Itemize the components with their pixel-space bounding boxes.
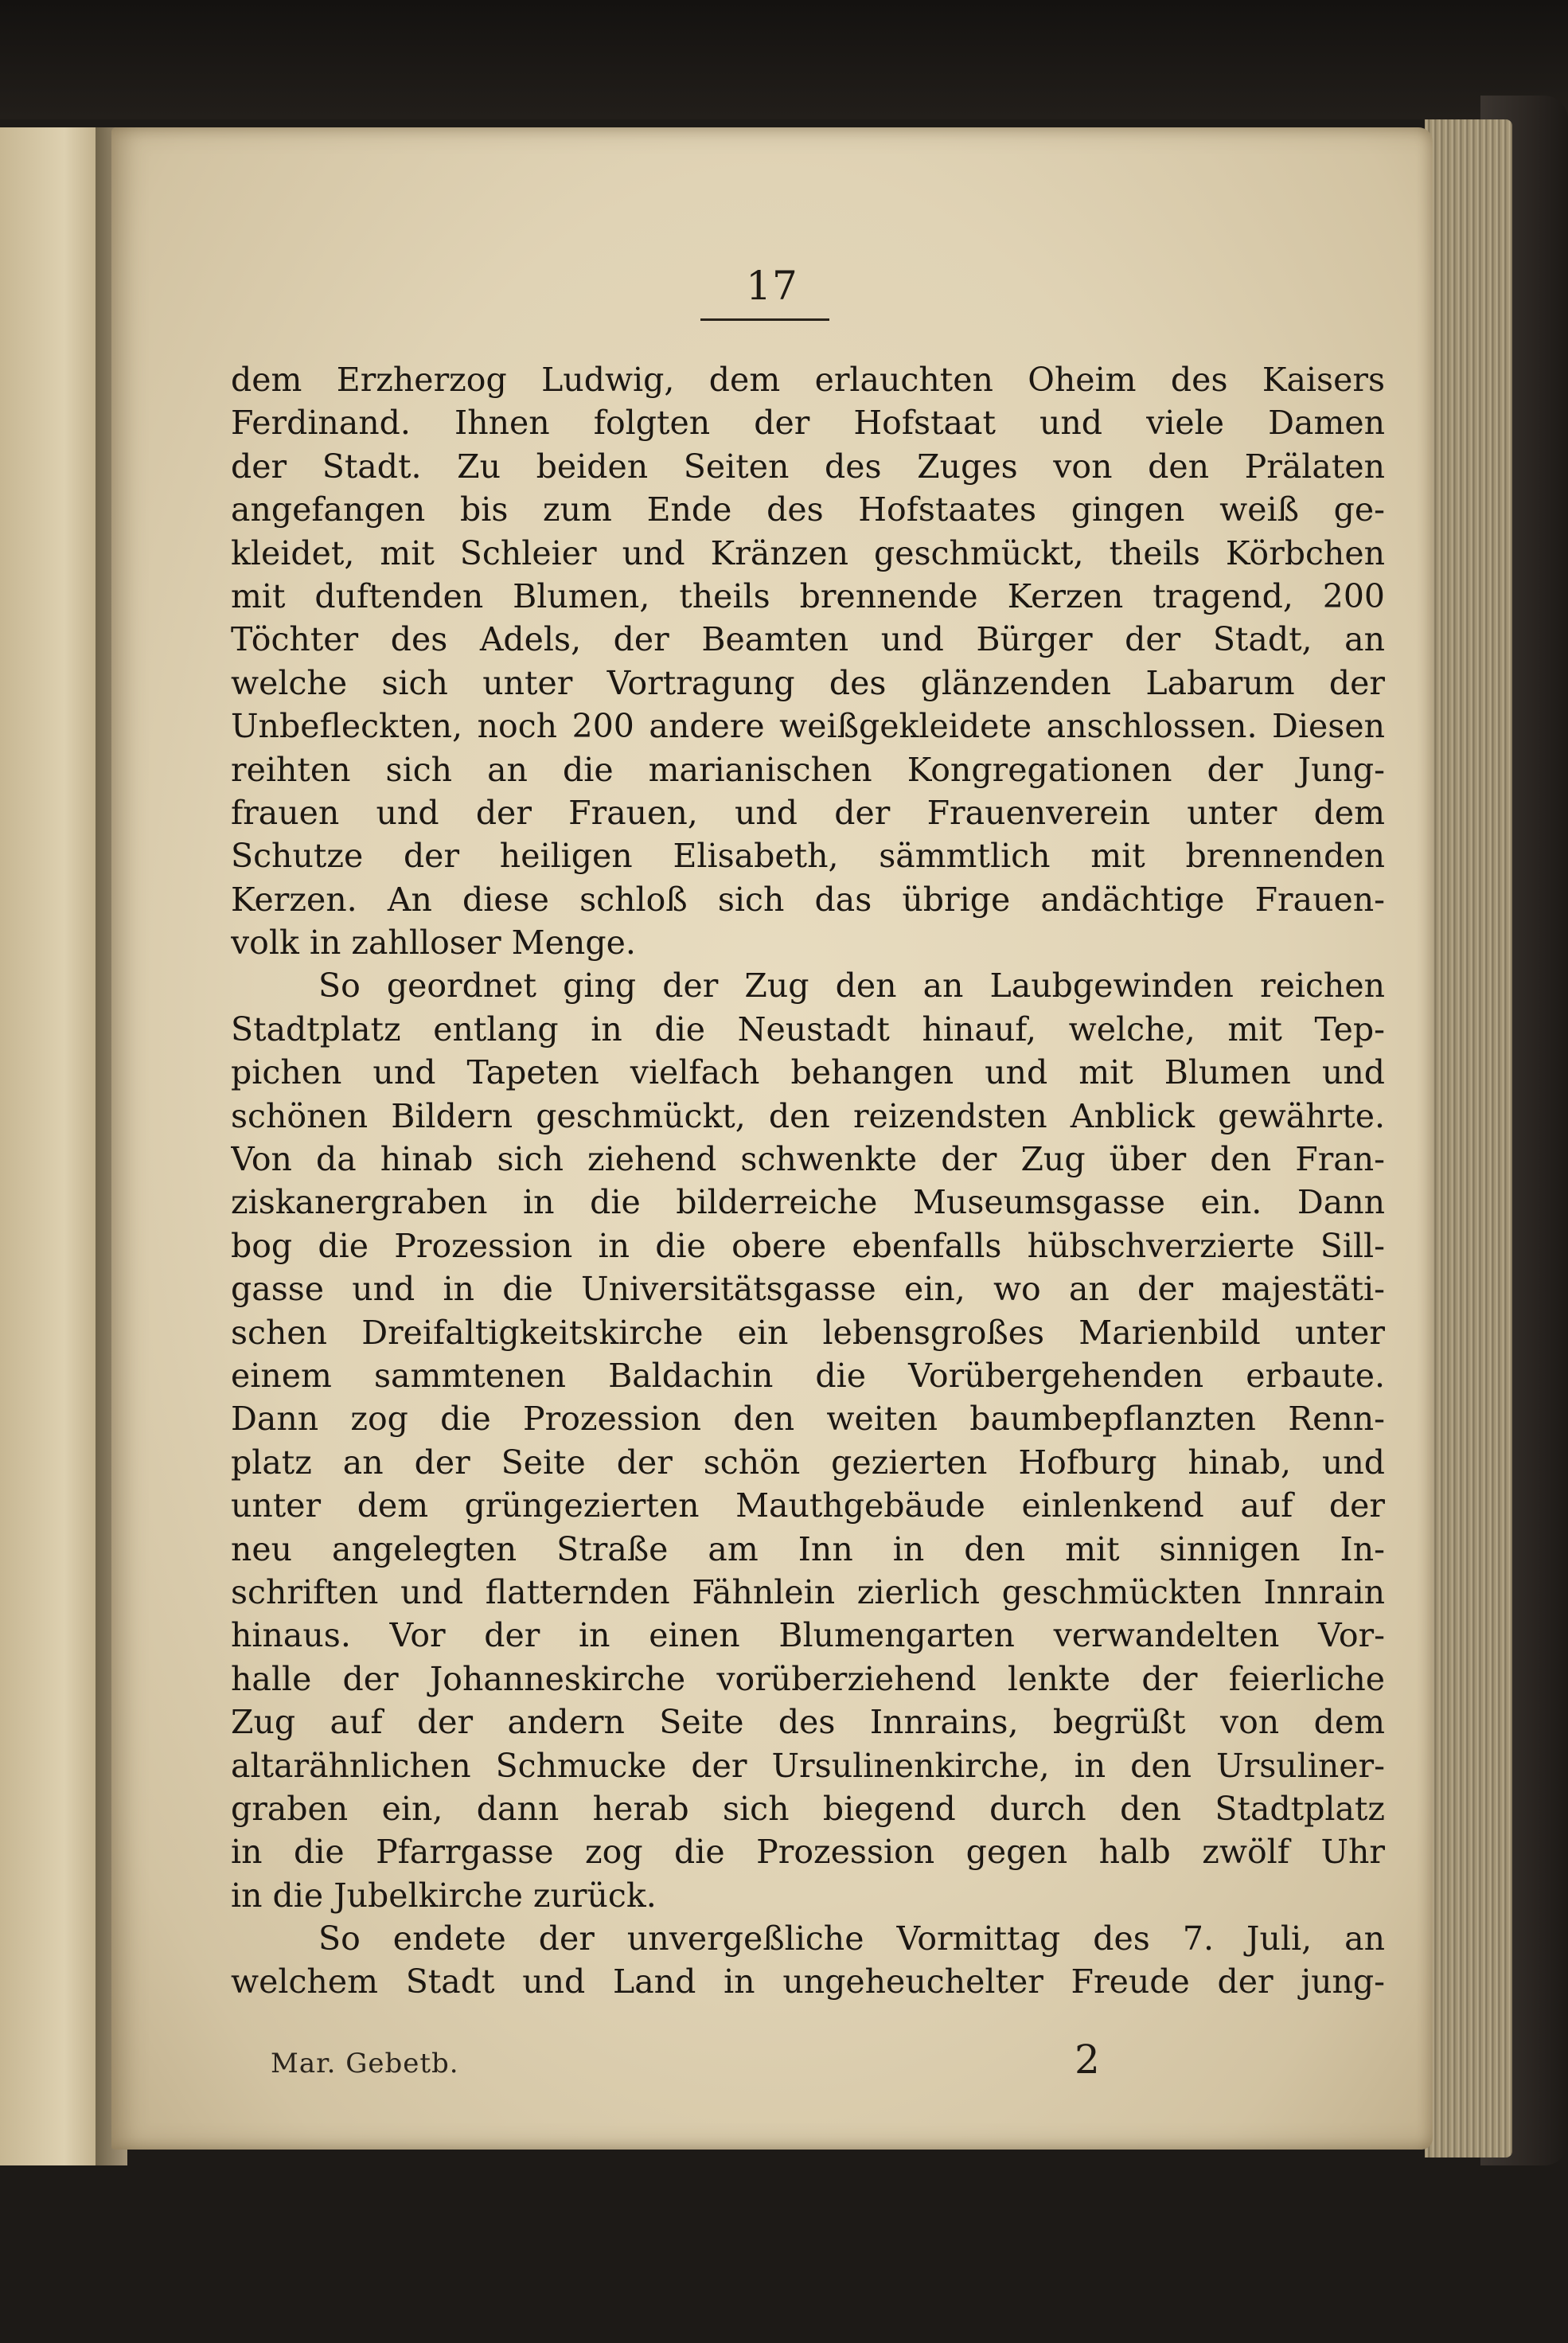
text-line: schönen Bildern geschmückt, den reizendsten Anblick gewährte. bbox=[231, 1096, 1385, 1135]
book-cover-top bbox=[0, 0, 1568, 119]
text-line: frauen und der Frauen, und der Frauenverein unter dem bbox=[231, 793, 1385, 832]
text-line: So endete der unvergeßliche Vormittag des 7. Juli, an bbox=[318, 1919, 1385, 1958]
text-line: schriften und flatternden Fähnlein zierlich geschmückten Innrain bbox=[231, 1572, 1385, 1611]
text-line: hinaus. Vor der in einen Blumengarten verwandelten Vor- bbox=[231, 1616, 1385, 1655]
text-line: Kerzen. An diese schloß sich das übrige andächtige Frauen- bbox=[231, 880, 1385, 919]
text-line: mit duftenden Blumen, theils brennende Kerzen tragend, 200 bbox=[231, 576, 1385, 615]
text-line: Unbefleckten, noch 200 andere weißgekleidete anschlossen. Diesen bbox=[231, 707, 1385, 746]
page-stack-edge bbox=[1425, 119, 1512, 2158]
text-line: unter dem grüngezierten Mauthgebäude einlenkend auf der bbox=[231, 1486, 1385, 1525]
text-line: Zug auf der andern Seite des Innrains, begrüßt von dem bbox=[231, 1703, 1385, 1742]
text-line: Töchter des Adels, der Beamten und Bürger der Stadt, an bbox=[231, 620, 1385, 659]
sheet-number: 2 bbox=[1075, 2036, 1100, 2083]
text-line: bog die Prozession in die obere ebenfalls hübschverzierte Sill- bbox=[231, 1226, 1385, 1265]
text-line: Schutze der heiligen Elisabeth, sämmtlich mit brennenden bbox=[231, 837, 1385, 876]
text-line: in die Jubelkirche zurück. bbox=[231, 1876, 657, 1915]
text-line: Ferdinand. Ihnen folgten der Hofstaat und viele Damen bbox=[231, 404, 1385, 443]
text-line: angefangen bis zum Ende des Hofstaates gingen weiß ge- bbox=[231, 490, 1385, 529]
text-line: welchem Stadt und Land in ungeheuchelter Freude der jung- bbox=[231, 1962, 1385, 2001]
text-line: welche sich unter Vortragung des glänzenden Labarum der bbox=[231, 663, 1385, 702]
text-line: gasse und in die Universitätsgasse ein, wo an der majestäti- bbox=[231, 1270, 1385, 1309]
text-line: Stadtplatz entlang in die Neustadt hinauf, welche, mit Tep- bbox=[231, 1009, 1385, 1048]
text-line: ziskanergraben in die bilderreiche Museumsgasse ein. Dann bbox=[231, 1183, 1385, 1222]
text-line: in die Pfarrgasse zog die Prozession gegen halb zwölf Uhr bbox=[231, 1833, 1385, 1872]
text-line: Von da hinab sich ziehend schwenkte der Zug über den Fran- bbox=[231, 1140, 1385, 1179]
header-rule bbox=[700, 318, 829, 321]
text-line: schen Dreifaltigkeitskirche ein lebensgroßes Marienbild unter bbox=[231, 1313, 1385, 1352]
body-text bbox=[231, 358, 1385, 2004]
text-line: volk in zahlloser Menge. bbox=[231, 924, 636, 963]
page-number: 17 bbox=[746, 263, 798, 309]
book-page bbox=[111, 127, 1433, 2150]
text-line: pichen und Tapeten vielfach behangen und mit Blumen und bbox=[231, 1053, 1385, 1092]
text-line: So geordnet ging der Zug den an Laubgewinden reichen bbox=[318, 966, 1385, 1006]
text-line: einem sammtenen Baldachin die Vorübergehenden erbaute. bbox=[231, 1356, 1385, 1395]
text-line: kleidet, mit Schleier und Kränzen geschmückt, theils Körbchen bbox=[231, 533, 1385, 572]
text-line: altarähnlichen Schmucke der Ursulinenkirche, in den Ursuliner- bbox=[231, 1746, 1385, 1785]
text-line: platz an der Seite der schön gezierten Hofburg hinab, und bbox=[231, 1443, 1385, 1482]
text-line: der Stadt. Zu beiden Seiten des Zuges von den Prälaten bbox=[231, 447, 1385, 486]
text-line: graben ein, dann herab sich biegend durch den Stadtplatz bbox=[231, 1789, 1385, 1828]
text-line: reihten sich an die marianischen Kongregationen der Jung- bbox=[231, 750, 1385, 789]
text-line: halle der Johanneskirche vorüberziehend lenkte der feierliche bbox=[231, 1659, 1385, 1698]
signature-mark: Mar. Gebetb. bbox=[271, 2048, 459, 2079]
text-line: dem Erzherzog Ludwig, dem erlauchten Oheim des Kaisers bbox=[231, 361, 1385, 399]
previous-page-edge bbox=[0, 127, 107, 2165]
text-line: neu angelegten Straße am Inn in den mit sinnigen In- bbox=[231, 1529, 1385, 1568]
text-line: Dann zog die Prozession den weiten baumbepflanzten Renn- bbox=[231, 1400, 1385, 1439]
